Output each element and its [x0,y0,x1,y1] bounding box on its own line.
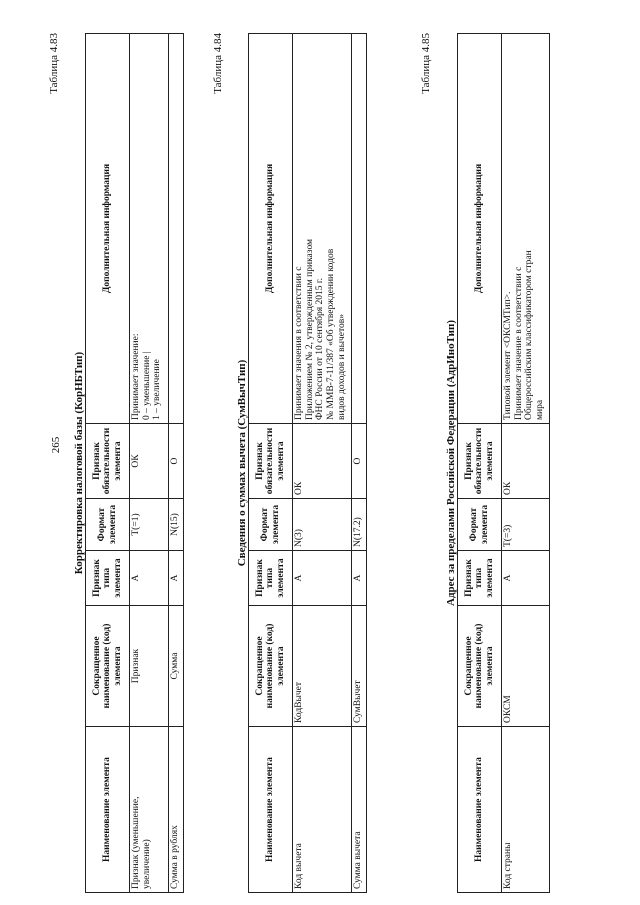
cell-name: Сумма в рублях [169,727,184,893]
col-header-type: Признак типа элемента [458,551,502,606]
cell-type: А [169,551,184,606]
cell-type: А [130,551,169,606]
cell-info [169,34,184,424]
col-header-mandatory: Признак обязательности элемента [458,424,502,499]
cell-mandatory: О [169,424,184,499]
cell-name: Признак (уменьшение, увеличение) [130,727,169,893]
table-header-row [458,34,502,893]
table-label: Таблица 4.85 [420,33,432,94]
cell-type: А [293,551,352,606]
cell-mandatory: О [352,424,367,499]
cell-mandatory: ОК [502,424,550,499]
data-table [85,33,184,893]
data-table [457,33,550,893]
cell-code: КодВычет [293,606,352,727]
col-header-name: Наименование элемента [86,727,130,893]
cell-info: Типовой элемент <ОКСМТип>. Принимает значение в соответствии с Общероссийским классификатором стран мира [502,34,550,424]
col-header-type: Признак типа элемента [249,551,293,606]
cell-format: N(3) [293,499,352,551]
col-header-short-name: Сокращенное наименование (код) элемента [458,606,502,727]
cell-format: N(17.2) [352,499,367,551]
cell-code: Сумма [169,606,184,727]
data-table [248,33,367,893]
cell-name: Код страны [502,727,550,893]
cell-name: Сумма вычета [352,727,367,893]
cell-info: Принимает значение: 0 – уменьшение | 1 – увеличение [130,34,169,424]
cell-format: T(=1) [130,499,169,551]
cell-mandatory: ОК [130,424,169,499]
table-title: Сведения о суммах вычета (СумВычТип) [236,359,248,567]
col-header-mandatory: Признак обязательности элемента [86,424,130,499]
table-header-row [86,34,130,893]
table-title: Адрес за пределами Российской Федерации (АдрИноТип) [445,320,457,606]
cell-mandatory: ОК [293,424,352,499]
table-row [130,34,169,893]
cell-code: ОКСМ [502,606,550,727]
col-header-short-name: Сокращенное наименование (код) элемента [86,606,130,727]
col-header-format: Формат элемента [458,499,502,551]
table-row [293,34,352,893]
col-header-info: Дополнительная информация [249,34,293,424]
page-number: 265 [50,436,62,454]
col-header-short-name: Сокращенное наименование (код) элемента [249,606,293,727]
table-header-row [249,34,293,893]
cell-type: А [502,551,550,606]
col-header-name: Наименование элемента [458,727,502,893]
cell-format: N(15) [169,499,184,551]
table-row [502,34,550,893]
cell-type: А [352,551,367,606]
cell-info: Принимает значения в соответствии с Приложением № 2, утвержденным приказом ФНС России от 10 сентября 2015 г. № ММВ-7-11/387 «Об утверждении кодов видов доходов и вычетов» [293,34,352,424]
col-header-info: Дополнительная информация [458,34,502,424]
col-header-info: Дополнительная информация [86,34,130,424]
col-header-format: Формат элемента [86,499,130,551]
table-title: Корректировка налоговой базы (КорНБТип) [73,351,85,575]
col-header-mandatory: Признак обязательности элемента [249,424,293,499]
col-header-type: Признак типа элемента [86,551,130,606]
table-label: Таблица 4.83 [48,33,60,94]
table-label: Таблица 4.84 [212,33,224,94]
cell-format: T(=3) [502,499,550,551]
col-header-format: Формат элемента [249,499,293,551]
col-header-name: Наименование элемента [249,727,293,893]
cell-name: Код вычета [293,727,352,893]
cell-info [352,34,367,424]
cell-code: Признак [130,606,169,727]
table-row [352,34,367,893]
table-row [169,34,184,893]
cell-code: СумВычет [352,606,367,727]
